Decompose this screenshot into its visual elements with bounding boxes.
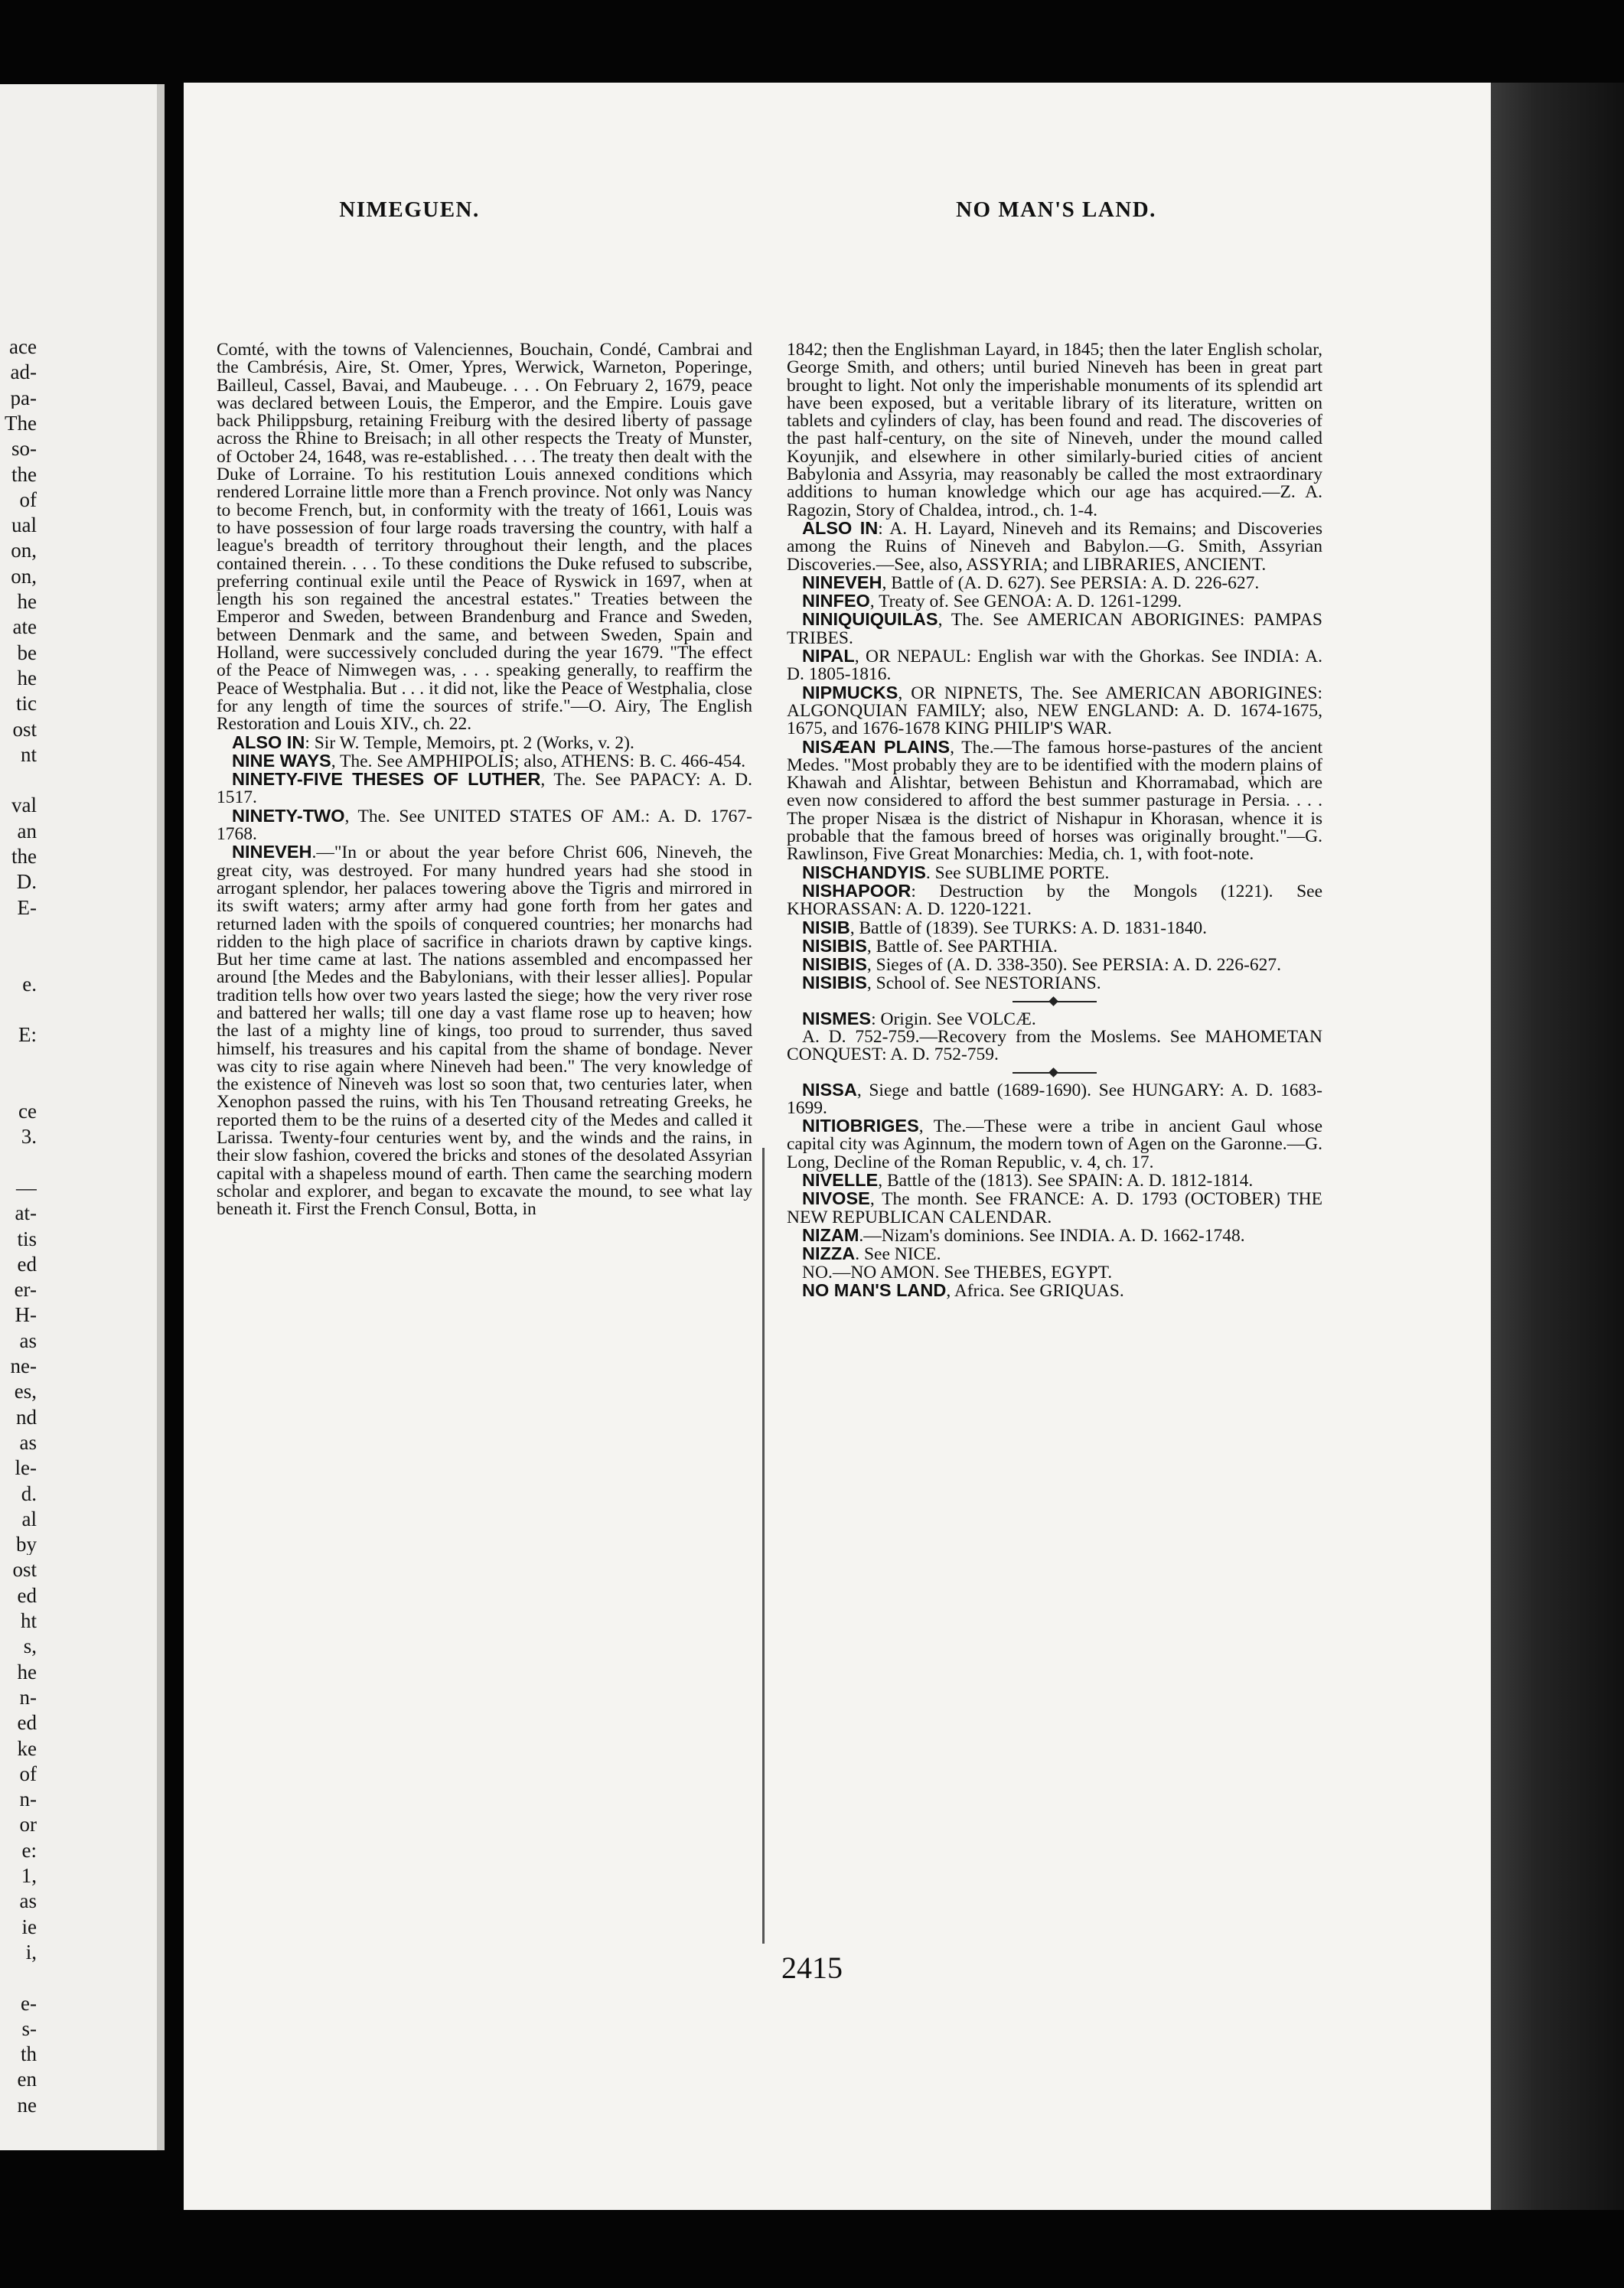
facing-page-fragment: at- <box>15 1203 37 1224</box>
facing-page-fragment: an <box>17 820 37 842</box>
paragraph: 1842; then the Englishman Layard, in 1845; then the later English scholar, George Smith, and others; until buried Nineveh has been in great part brought to light. Not only the imperishable monuments of its splendid art have been exposed, but a veritable library of its literature, written on tablets and cylinders of clay, has been found and read. The discoveries of the past half-century, on the site of Nineveh, under the mound called Koyunjik, and elsewhere in other similarly-buried cities of ancient Babylonia and Assyria, may reasonably be called the most extraordinary additions to human knowledge which our age has acquired.—Z. A. Ragozin, Story of Chaldea, introd., ch. 1-4. <box>787 340 1322 520</box>
facing-page-fragment: he <box>17 1661 37 1683</box>
facing-page-fragment: — <box>16 1177 37 1198</box>
facing-page-fragment: ate <box>12 617 37 638</box>
facing-page-fragment: as <box>19 1330 37 1351</box>
also-in-note: ALSO IN: Sir W. Temple, Memoirs, pt. 2 (Works, v. 2). <box>232 732 634 753</box>
facing-page-fragment: or <box>19 1814 37 1836</box>
facing-page-fragment: H- <box>15 1305 37 1326</box>
column-rule <box>762 1148 765 1944</box>
entry-nisib: NISIB, Battle of (1839). See TURKS: A. D. 1831-1840. <box>802 917 1207 938</box>
facing-page-fragment: ne- <box>10 1356 37 1377</box>
facing-page-fragment: The <box>5 412 37 434</box>
facing-page-fragment: ost <box>12 1560 37 1581</box>
facing-page-fragment: E: <box>18 1025 37 1046</box>
facing-page-fragment: as <box>19 1891 37 1912</box>
right-column <box>787 341 1322 1300</box>
facing-page-fragment: e- <box>21 1993 37 2014</box>
facing-page-fragment: of <box>19 1763 37 1784</box>
entry-no-amon: NO.—NO AMON. See THEBES, EGYPT. <box>802 1262 1113 1283</box>
facing-page-fragment: s, <box>23 1636 37 1657</box>
facing-page-fragment: E- <box>17 897 37 918</box>
entry-nizam: NIZAM.—Nizam's dominions. See INDIA. A. D. 1662-1748. <box>802 1224 1245 1246</box>
facing-page-fragment: as <box>19 1432 37 1453</box>
entry-nisaean-plains: NISÆAN PLAINS, The.—The famous horse-pastures of the ancient Medes. "Most probably they are to be identified with the modern plains of Khawah and Alishtar, between Behistun and Khorramabad, which are even now considered to afford the best summer pasturage in Persia. . . . The proper Nisæa is the district of Nishapur in Khorasan, whence it is probable that the famous breed of horses was originally brought."—G. Rawlinson, Five Great Monarchies: Media, ch. 1, with foot-note. <box>787 736 1322 865</box>
facing-page-fragment: ne <box>17 2094 37 2116</box>
entry-nivose: NIVOSE, The month. See FRANCE: A. D. 1793 (OCTOBER) THE NEW REPUBLICAN CALENDAR. <box>787 1188 1322 1227</box>
entry-nismes: NISMES: Origin. See VOLCÆ. <box>802 1008 1036 1029</box>
facing-page-fragment: n- <box>19 1687 37 1708</box>
facing-page-fragment: i, <box>25 1941 37 1963</box>
facing-page-fragment: th <box>20 2044 37 2065</box>
entry-nine-ways: NINE WAYS, The. See AMPHIPOLIS; also, ATHENS: B. C. 466-454. <box>232 750 746 771</box>
facing-page-fragment: ad- <box>10 362 37 383</box>
running-head-left: NIMEGUEN. <box>339 197 480 222</box>
facing-page-fragment: the <box>11 464 37 485</box>
entry-nissa: NISSA, Siege and battle (1689-1690). See HUNGARY: A. D. 1683-1699. <box>787 1079 1322 1118</box>
facing-page-fragment: ual <box>11 515 37 536</box>
facing-page-fragment: ed <box>17 1585 37 1606</box>
facing-page-fragment: er- <box>14 1279 37 1301</box>
facing-page-fragment: al <box>21 1508 37 1530</box>
facing-page-fragment: on, <box>11 540 37 562</box>
facing-page-fragment: ace <box>9 337 37 357</box>
facing-page-edge <box>0 84 165 2150</box>
facing-page-fragment: so- <box>11 438 37 460</box>
facing-page-fragment: nd <box>16 1406 37 1428</box>
facing-page-fragment: ed <box>17 1253 37 1275</box>
facing-page-fragment: be <box>17 642 37 663</box>
facing-page-fragment: n- <box>19 1789 37 1811</box>
entry-nivelle: NIVELLE, Battle of the (1813). See SPAIN: A. D. 1812-1814. <box>802 1170 1254 1191</box>
entry-nipal: NIPAL, OR NEPAUL: English war with the Ghorkas. See INDIA: A. D. 1805-1816. <box>787 646 1322 685</box>
entry-nitiobriges: NITIOBRIGES, The.—These were a tribe in ancient Gaul whose capital city was Aginnum, the modern town of Agen on the Garonne.—G. Long, Decline of the Roman Republic, v. 4, ch. 17. <box>787 1116 1322 1172</box>
entry-nisibis-sieges: NISIBIS, Sieges of (A. D. 338-350). See PERSIA: A. D. 226-627. <box>802 954 1282 976</box>
facing-page-fragment: e. <box>22 973 37 995</box>
entry-nisibis-school: NISIBIS, School of. See NESTORIANS. <box>802 973 1101 994</box>
facing-page-fragment: ost <box>12 719 37 740</box>
entry-nischandyis: NISCHANDYIS. See SUBLIME PORTE. <box>802 862 1110 883</box>
facing-page-fragment: of <box>19 489 37 510</box>
facing-page-fragment: 1, <box>21 1866 37 1886</box>
entry-niniquiquilas: NINIQUIQUILAS, The. See AMERICAN ABORIGINES: PAMPAS TRIBES. <box>787 609 1322 648</box>
entry-nineveh-battle: NINEVEH, Battle of (A. D. 627). See PERSIA: A. D. 226-627. <box>802 572 1260 593</box>
entry-nizza: NIZZA. See NICE. <box>802 1243 941 1265</box>
facing-page-fragment: on, <box>11 565 37 587</box>
left-column <box>217 341 752 1219</box>
entry-ninety-five-theses: NINETY-FIVE THESES OF LUTHER, The. See PAPACY: A. D. 1517. <box>217 769 752 808</box>
entry-nisibis-battle: NISIBIS, Battle of. See PARTHIA. <box>802 935 1058 957</box>
facing-page-fragment: en <box>17 2069 37 2091</box>
entry-nismes-subentry: A. D. 752-759.—Recovery from the Moslems. See MAHOMETAN CONQUEST: A. D. 752-759. <box>787 1026 1322 1065</box>
facing-page-fragment: ce <box>18 1101 37 1122</box>
facing-page-fragment: ht <box>20 1611 37 1631</box>
facing-page-fragment: e: <box>21 1840 37 1861</box>
page-number: 2415 <box>781 1951 843 1985</box>
entry-ninfeo: NINFEO, Treaty of. See GENOA: A. D. 1261-1299. <box>802 591 1182 612</box>
facing-page-fragment: ed <box>17 1713 37 1734</box>
facing-page-fragment: d. <box>21 1483 37 1504</box>
facing-page-fragment: pa- <box>10 387 37 409</box>
facing-page-fragment: le- <box>15 1458 37 1479</box>
facing-page-fragment: es, <box>14 1381 37 1403</box>
entry-nishapoor: NISHAPOOR: Destruction by the Mongols (1221). See KHORASSAN: A. D. 1220-1221. <box>787 880 1322 920</box>
facing-page-fragment: tis <box>17 1228 37 1250</box>
entry-nineveh: NINEVEH.—"In or about the year before Christ 606, Nineveh, the great city, was destroyed. For many hundred years had she stood in arrogant splendor, her palaces towering above the Tigris and mirrored in its swift waters; army after army had gone forth from her gates and returned laden with the spoils of conquered countries; her monarchs had ridden to the high place of sacrifice in chariots drawn by captive kings. But her time came at last. The nations assembled and encompassed her around [the Medes and the Babylonians, with their lesser allies]. Popular tradition tells how over two years lasted the siege; how the very river rose and battered her walls; till one day a vast flame rose up to heaven; how the last of a mighty line of kings, too proud to surrender, thus saved himself, his treasures and his capital from the shame of bondage. Never was city to rise again where Nineveh had been." The very knowledge of the existence of Nineveh was lost so soon that, two centuries later, when Xenophon passed the ruins, with his Ten Thousand retreating Greeks, he reported them to be the ruins of a deserted city of the Medes and called it Larissa. Twenty-four centuries went by, and the winds and the rains, in their slow fashion, covered the bricks and stones of the desolated Assyrian capital with a shapeless mound of earth. Then came the searching modern scholar and explorer, and began to excavate the mound, to see what lay beneath it. First the French Consul, Botta, in <box>217 842 752 1220</box>
facing-page-fragment: by <box>16 1534 37 1556</box>
section-separator <box>787 993 1322 1010</box>
facing-page-fragment: nt <box>20 744 37 765</box>
facing-page-fragment: 3. <box>21 1126 37 1148</box>
paragraph: Comté, with the towns of Valenciennes, Bouchain, Condé, Cambrai and the Cambrésis, Aire, St. Omer, Ypres, Werwick, Warneton, Poperinge, Bailleul, Cassel, Bavai, and Maubeuge. . . . On February 2, 1679, peace was declared between Louis, the Emperor, and the Empire. Louis gave back Philippsburg, retaining Freiburg with the desired liberty of passage across the Rhine to Breisach; in all other respects the Treaty of Munster, of October 24, 1648, was re-established. . . . The treaty then dealt with the Duke of Lorraine. To his restitution Louis annexed conditions which rendered Lorraine little more than a French province. Not only was Nancy to become French, but, in conformity with the treaty of 1661, Louis was to have possession of four large roads traversing the country, with half a league's breadth of territory throughout their length, and the places contained therein. . . . To these conditions the Duke refused to subscribe, preferring continual exile until the Peace of Ryswick in 1697, when at length his son regained the ancestral estates." Treaties between the Emperor and Sweden, between Brandenburg and France and Sweden, between Denmark and the same, and between Sweden, Spain and Holland, were successively concluded during the year 1679. "The effect of the Peace of Nimwegen was, . . . speaking generally, to reaffirm the Peace of Westphalia. But . . . it did not, like the Peace of Westphalia, close for any length of time the sources of strife."—O. Airy, The English Restoration and Louis XIV., ch. 22. <box>217 340 752 735</box>
section-separator <box>787 1064 1322 1081</box>
facing-page-fragment: tic <box>16 693 37 715</box>
book-spine-edge <box>1491 83 1624 2210</box>
entry-nipmucks: NIPMUCKS, OR NIPNETS, The. See AMERICAN ABORIGINES: ALGONQUIAN FAMILY; also, NEW ENGLAND: A. D. 1674-1675, 1675, and 1676-1678 KING PHILIP'S WAR. <box>787 682 1322 739</box>
facing-page-fragment: he <box>17 667 37 689</box>
facing-page-fragment: ie <box>21 1916 37 1938</box>
facing-page-fragment: ke <box>17 1738 37 1759</box>
facing-page-fragment: the <box>11 846 37 867</box>
entry-no-mans-land: NO MAN'S LAND, Africa. See GRIQUAS. <box>802 1279 1124 1301</box>
facing-page-fragment: val <box>11 795 37 816</box>
also-in-note: ALSO IN: A. H. Layard, Nineveh and its Remains; and Discoveries among the Ruins of Nineveh and Babylon.—G. Smith, Assyrian Discoveries.—See, also, ASSYRIA; and LIBRARIES, ANCIENT. <box>787 517 1322 575</box>
running-head-right: NO MAN'S LAND. <box>956 197 1156 222</box>
facing-page-fragment: D. <box>16 872 37 893</box>
entry-ninety-two: NINETY-TWO, The. See UNITED STATES OF AM.: A. D. 1767-1768. <box>217 805 752 845</box>
facing-page-fragment: s- <box>21 2018 37 2039</box>
facing-page-fragment: he <box>17 592 37 612</box>
